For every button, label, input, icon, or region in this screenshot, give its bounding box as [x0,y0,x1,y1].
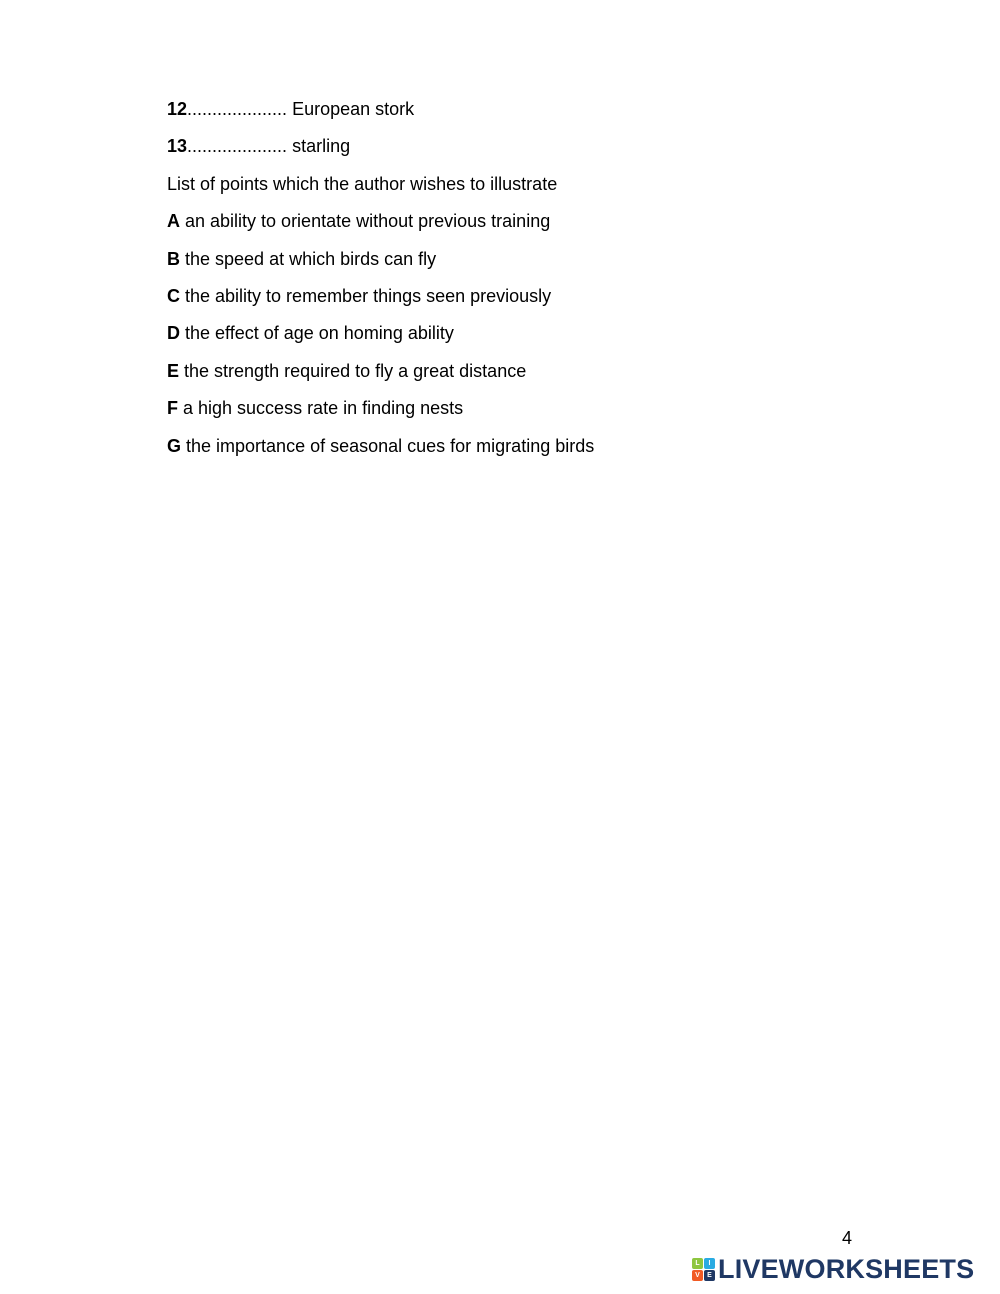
question-number: 12 [167,99,188,119]
logo-mark-tile: E [704,1270,715,1281]
option-g [167,435,927,457]
option-letter: C [167,285,180,306]
option-letter: B [167,248,180,269]
logo-mark-tile: V [692,1270,703,1281]
answer-blank[interactable]: .................... [187,99,288,119]
option-text: a high success rate in finding nests [178,398,464,419]
option-text: an ability to orientate without previous training [180,211,551,232]
option-text: the speed at which birds can fly [180,248,437,269]
question-text: starling [287,136,351,157]
worksheet-content [167,98,927,472]
option-d [167,322,927,344]
question-number: 13 [167,136,188,157]
answer-blank[interactable]: .................... [187,136,288,157]
option-letter: G [167,435,182,456]
option-text: the importance of seasonal cues for migrating birds [181,435,595,456]
logo-mark-icon [692,1258,715,1281]
logo-text: LIVEWORKSHEETS [718,1254,975,1284]
question-12 [167,98,927,120]
list-heading: List of points which the author wishes to illustrate [167,173,558,194]
option-letter: E [167,360,180,381]
option-text: the effect of age on homing ability [180,323,454,344]
option-c [167,285,927,307]
option-letter: D [167,323,180,344]
liveworksheets-logo [692,1252,974,1286]
option-letter: A [167,211,180,232]
logo-mark-tile: L [692,1258,703,1269]
option-letter: F [167,398,178,419]
option-f [167,397,927,419]
option-a [167,210,927,232]
question-text: European stork [287,99,415,119]
option-text: the ability to remember things seen previously [180,285,552,306]
option-e [167,360,927,382]
logo-mark-tile: I [704,1258,715,1269]
option-text: the strength required to fly a great distance [179,360,527,381]
question-13 [167,135,927,157]
page-number: 4 [842,1228,853,1248]
option-b [167,248,927,270]
